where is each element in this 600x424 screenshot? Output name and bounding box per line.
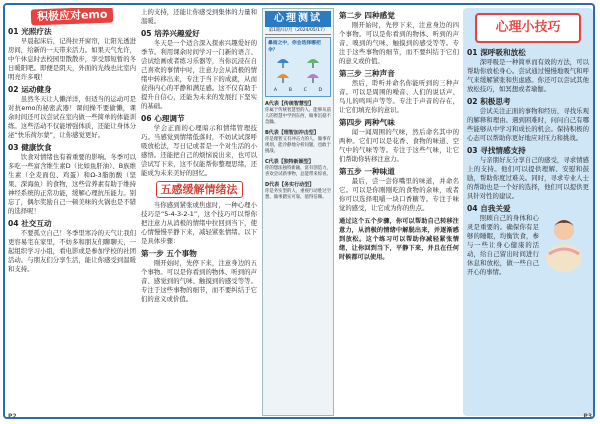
step-title: 第五步 一种味道: [339, 167, 395, 176]
column-3-test: [262, 8, 334, 416]
question-box: [265, 37, 331, 97]
page-number-right: P3: [583, 413, 592, 420]
step-title: 第三步 三种声音: [339, 69, 395, 78]
umbrella-icon: [306, 72, 320, 84]
self-care-block: [467, 214, 589, 278]
section-title: 06 心理调节: [141, 114, 185, 123]
banner-emo: 积极应对emo: [30, 8, 113, 25]
tip-title: 03 寻找情感支持: [467, 146, 526, 155]
option-b-label: B代表【理智加冲击型】: [265, 130, 319, 136]
column-4: [339, 8, 459, 262]
step-text: 闻一闻周围的气味，然后命名其中的两种。它们可以是花香、食物的味道、空气中的气味等等。专注于这些气味，让它们帮助你转移注意力。: [339, 128, 459, 163]
option-a-text: 你属于传统智慧型的人，能够从前人的智慧中学到东西，做事沉稳不急躁。: [265, 108, 331, 125]
option-c-label: C代表【独特新颖型】: [265, 159, 314, 165]
section-text: 饮食对情绪也有着重要的影响。冬季可以多吃一些富含维生素D（比如鱼肝油）、B族维生素（全麦面包、鸡蛋）和Ω-3脂肪酸（坚果、深海鱼）的食物，这些营养素有助于维持神经系统的正常功能，缓解心理抗压能力。别忘了，偶尔奖励自己一顿美味的火锅也是不错的选择呢！: [8, 153, 136, 215]
step-text: 最后，尝一尝你嘴里的味道，并命名它。可以是你刚刚吃的食物的余味，或者你可以选择咀嚼一块口香糖等。专注于味觉的感受，让它成为你的焦点。: [339, 177, 459, 212]
tip-text: 尝试关注正面的事物和经历，寻找乐观的解释和理由。遇到困难时，问问自己有哪些能够从中学习和成长的机会。保持积极的心态可以帮助你更好地应对压力和挑战。: [467, 107, 589, 142]
tip-title: 02 积极思考: [467, 97, 511, 106]
tip-text: 照顾自己的身体和心灵是重要的。确保你有足够的睡眠，均衡饮食，参与一些让身心健康的活动，给自己留出时间进行休息和放松，做一些自己开心的事情。: [467, 214, 539, 276]
tip-text: 与亲朋好友分享自己的感受，寻求情感上的支持。他们可以提供理解、安慰和鼓励，帮助你度过难关。同时，寻求专业人士的帮助也是一个好的选择，他们可以提供更具针对性的建议。: [467, 156, 589, 200]
umbrella-icon: [276, 72, 290, 84]
step-text: 然后，聆听并命名你能听到的三种声音。可以是周围的噪音、人们的说话声、鸟儿的鸣叫声等等。专注于声音的存在，让它们填充你的意识。: [339, 79, 459, 114]
tip-title: 01 深呼吸和放松: [467, 48, 526, 57]
section-title: 05 培养兴趣爱好: [141, 29, 200, 38]
section-title: 01 光照疗法: [8, 27, 52, 36]
step-text: 刚开始时，先停下来，注意身边的四个事物。可以是你看到的物体、听到的声音、嗅到的气味、触摸到的感受等等。专注于这些事物的细节，而不要纠结于它们的意义或价值。: [339, 21, 459, 65]
column-2: [141, 8, 257, 305]
section-text: 不要孤立自己！冬季里寒冷的天气让我们更容易宅在家里，不妨多和朋友们聊聊天，一起组织学习小组，看电影或是参加学校的社团活动。与朋友们分享生活，能让你感受到温暖和支持。: [8, 229, 136, 273]
section-title: 02 运动健身: [8, 85, 52, 94]
tip-title: 04 自我关爱: [467, 204, 511, 213]
page-number-left: P2: [8, 413, 17, 420]
section-text: 虽然冬天让人懒洋洋，但适当的运动可是对抗emo的秘密武器！课间操不要偷懒，课余时间还可以尝试在室内做一些简单的体能训练。这些活动不仅能增强体质，还能让身体分泌“快乐荷尔蒙”，让你感觉更好。: [8, 95, 136, 139]
option-b-text: 你是理智又有冲击力的人，做事有规划，能冷静地分析问题，也敢于挑战。: [265, 137, 331, 154]
option-letters: A B C D: [273, 88, 323, 93]
option-d-text: 你是务实型的人，重视行动胜过空想，做事踏实可靠，值得信赖。: [265, 189, 331, 200]
section-text: 上的支持，还能让你感受到集体的力量和温暖。: [141, 8, 257, 25]
section-text: 学会正面的心理暗示和情绪管理技巧。当感觉到情绪低落时，不妨试试深呼吸放松法，写日记或者是一个对生活的小感悟。还能把自己的烦恼说出来，也可以尝试写下来，这不仅能帮你整理思绪，还能成为未来美好的回忆。: [141, 124, 257, 177]
step-title: 第一步 五个事物: [141, 249, 197, 258]
option-c-text: 你的想法独特新颖，富有创造力，喜欢尝试新事物，总能带来惊喜。: [265, 166, 331, 177]
section-text: 冬天是一个适合深入探索兴趣爱好的季节。利用课余时间学习一门新的语言、尝试绘画或者练习乐器等，当你沉浸在自己喜欢的事情中时，注意力会从消极的情绪中转移出来，专注于当下的成就，从而获得内心的平静和满足感。这不仅有助于提升自信心，还能为未来的发展打下坚实的基础。: [141, 39, 257, 110]
section-title: 03 健康饮食: [8, 143, 52, 152]
banner-five-senses: 五感缓解情绪法: [156, 181, 243, 198]
summary-note: 通过这个五个步骤，你可以帮助自己转移注意力，从消极的情绪中解脱出来，并逐渐感到放松。这个练习可以帮助你减轻紧张情绪，让你回到当下，平静下来，并且在任何时候都可以使用。: [339, 218, 459, 261]
question: 暴雨之中，你会选择哪把伞？: [268, 41, 321, 53]
test-title: 心理测试: [265, 11, 331, 27]
column-1: [8, 8, 136, 275]
umbrella-row: [268, 72, 328, 84]
intro-text: 当你感到紧张或焦虑时，一种心理小技巧是“5-4-3-2-1”，这个技巧可以帮你把注意力从消极的情绪中拉回到当下，使心情慢慢平静下来，减轻紧张情绪。以下是具体步骤：: [141, 201, 257, 245]
column-5-tips: [463, 8, 593, 416]
umbrella-row: [268, 57, 328, 69]
umbrella-icon: [306, 57, 320, 69]
step-text: 刚开始时，先停下来，注意身边的五个事物。可以是你看到的物体、听到的声音、感觉到的气味、触摸到的感受等等。专注于这些事物的细节，而不要纠结于它们的意义或价值。: [141, 259, 257, 303]
step-title: 第四步 两种气味: [339, 118, 395, 127]
section-title: 04 社交互动: [8, 219, 52, 228]
option-d-label: D代表【务实行动型】: [265, 182, 315, 188]
issue-info: 第1期/日/月（2024/05/17）: [265, 27, 331, 35]
tips-title: 心理小技巧: [475, 13, 581, 43]
tip-text: 深呼吸是一种简单而有效的方法，可以帮助你放松身心。尝试通过慢慢地吸气和呼气来缓解紧张和焦虑感。你还可以尝试其他放松技巧，如冥想或者瑜伽。: [467, 58, 589, 93]
option-a-label: A代表【传统智慧型】: [265, 101, 314, 107]
step-title: 第二步 四种感觉: [339, 11, 395, 20]
section-text: 早晨起床后，记得拉开窗帘，让阳光透进房间，给新的一天带来活力。如果天气允许，中午休息时去校园里散散步，享受那短暂的冬日暖阳吧。即便是阴天，外面的光线也比室内明亮许多哦！: [8, 37, 136, 81]
umbrella-icon: [276, 57, 290, 69]
hugging-figure-icon: [539, 214, 589, 274]
